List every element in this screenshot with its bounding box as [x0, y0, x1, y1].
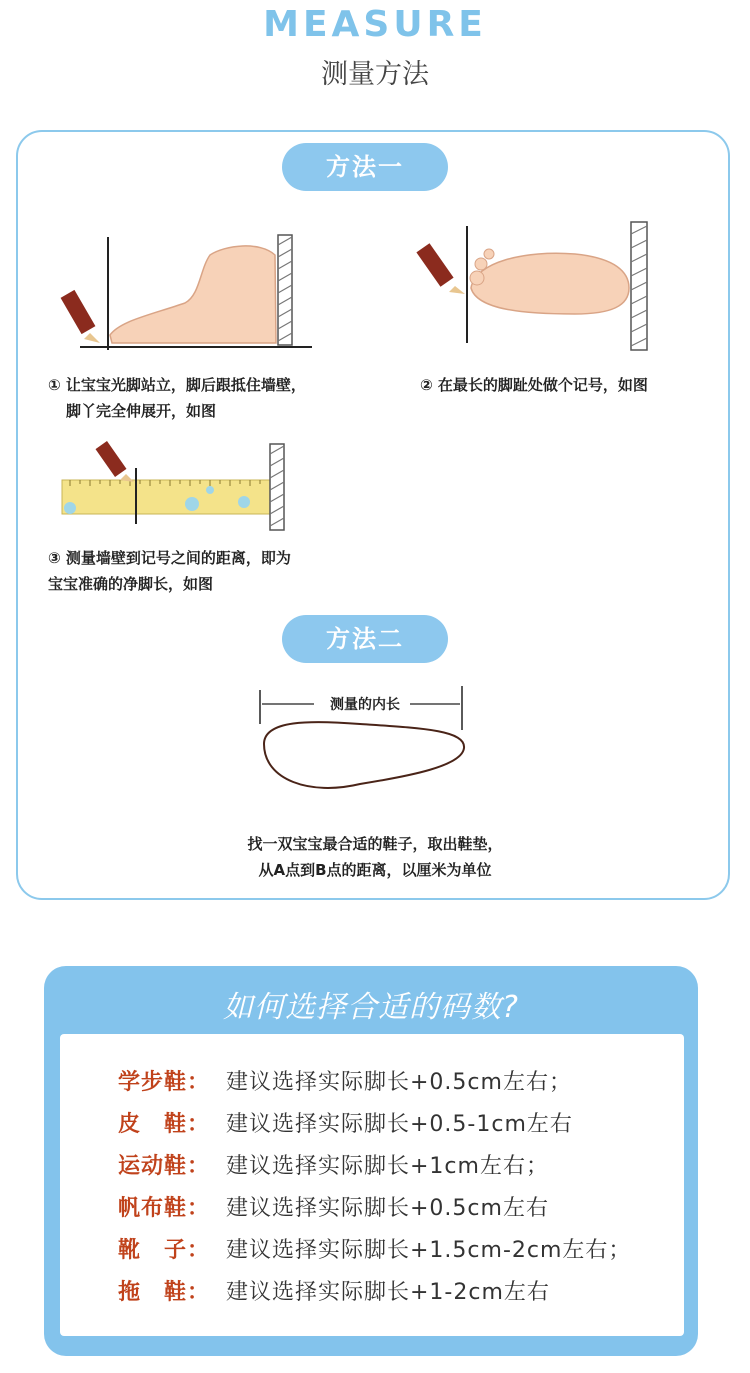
size-row-value: 建议选择实际脚长+0.5cm左右； [226, 1069, 572, 1095]
pencil-icon [416, 243, 465, 294]
header-subtitle: 测量方法 [321, 59, 429, 90]
size-row [118, 1186, 549, 1226]
foot-top-illustration [415, 218, 655, 358]
method2-pill: 方法二 [282, 615, 448, 663]
ruler-illustration [60, 438, 290, 534]
size-row-label: 拖 鞋： [118, 1279, 211, 1305]
foot-side-illustration [50, 225, 320, 355]
size-row-label: 学步鞋： [118, 1069, 211, 1095]
size-row [118, 1144, 549, 1184]
size-row-value: 建议选择实际脚长+1cm左右； [226, 1153, 549, 1179]
size-row-value: 建议选择实际脚长+1-2cm左右 [226, 1279, 550, 1305]
method2-desc-line1: 找一双宝宝最合适的鞋子，取出鞋垫， [247, 835, 503, 853]
size-row [118, 1228, 631, 1268]
step1-line1: ① 让宝宝光脚站立，脚后跟抵住墙壁， [48, 376, 306, 394]
wall-icon [278, 235, 292, 345]
step1-line2: 脚丫完全伸展开，如图 [66, 402, 217, 420]
insole-label: 测量的内长 [330, 697, 400, 713]
step3-line2: 宝宝准确的净脚长，如图 [48, 575, 214, 593]
method1-pill: 方法一 [282, 143, 448, 191]
size-row-label: 帆布鞋： [118, 1195, 211, 1221]
step2-text: ② 在最长的脚趾处做个记号，如图 [420, 376, 648, 394]
size-row-value: 建议选择实际脚长+0.5cm左右 [226, 1195, 549, 1221]
size-row-label: 皮 鞋： [118, 1111, 211, 1137]
size-row [118, 1102, 573, 1142]
size-guide-title: 如何选择合适的码数? [223, 990, 519, 1025]
header-title: MEASURE [263, 4, 487, 45]
size-row-label: 靴 子： [118, 1237, 211, 1263]
size-row-label: 运动鞋： [118, 1153, 211, 1179]
step3-line1: ③ 测量墙壁到记号之间的距离，即为 [48, 549, 291, 567]
size-row [118, 1060, 572, 1100]
pencil-icon [61, 290, 100, 343]
size-row-value: 建议选择实际脚长+1.5cm-2cm左右； [226, 1237, 632, 1263]
size-row-value: 建议选择实际脚长+0.5-1cm左右 [226, 1111, 573, 1137]
size-row [118, 1270, 550, 1310]
method2-desc-line2: 从A点到B点的距离，以厘米为单位 [258, 861, 492, 879]
wall-icon [270, 444, 284, 530]
wall-icon [631, 222, 647, 350]
pencil-icon [96, 441, 134, 482]
